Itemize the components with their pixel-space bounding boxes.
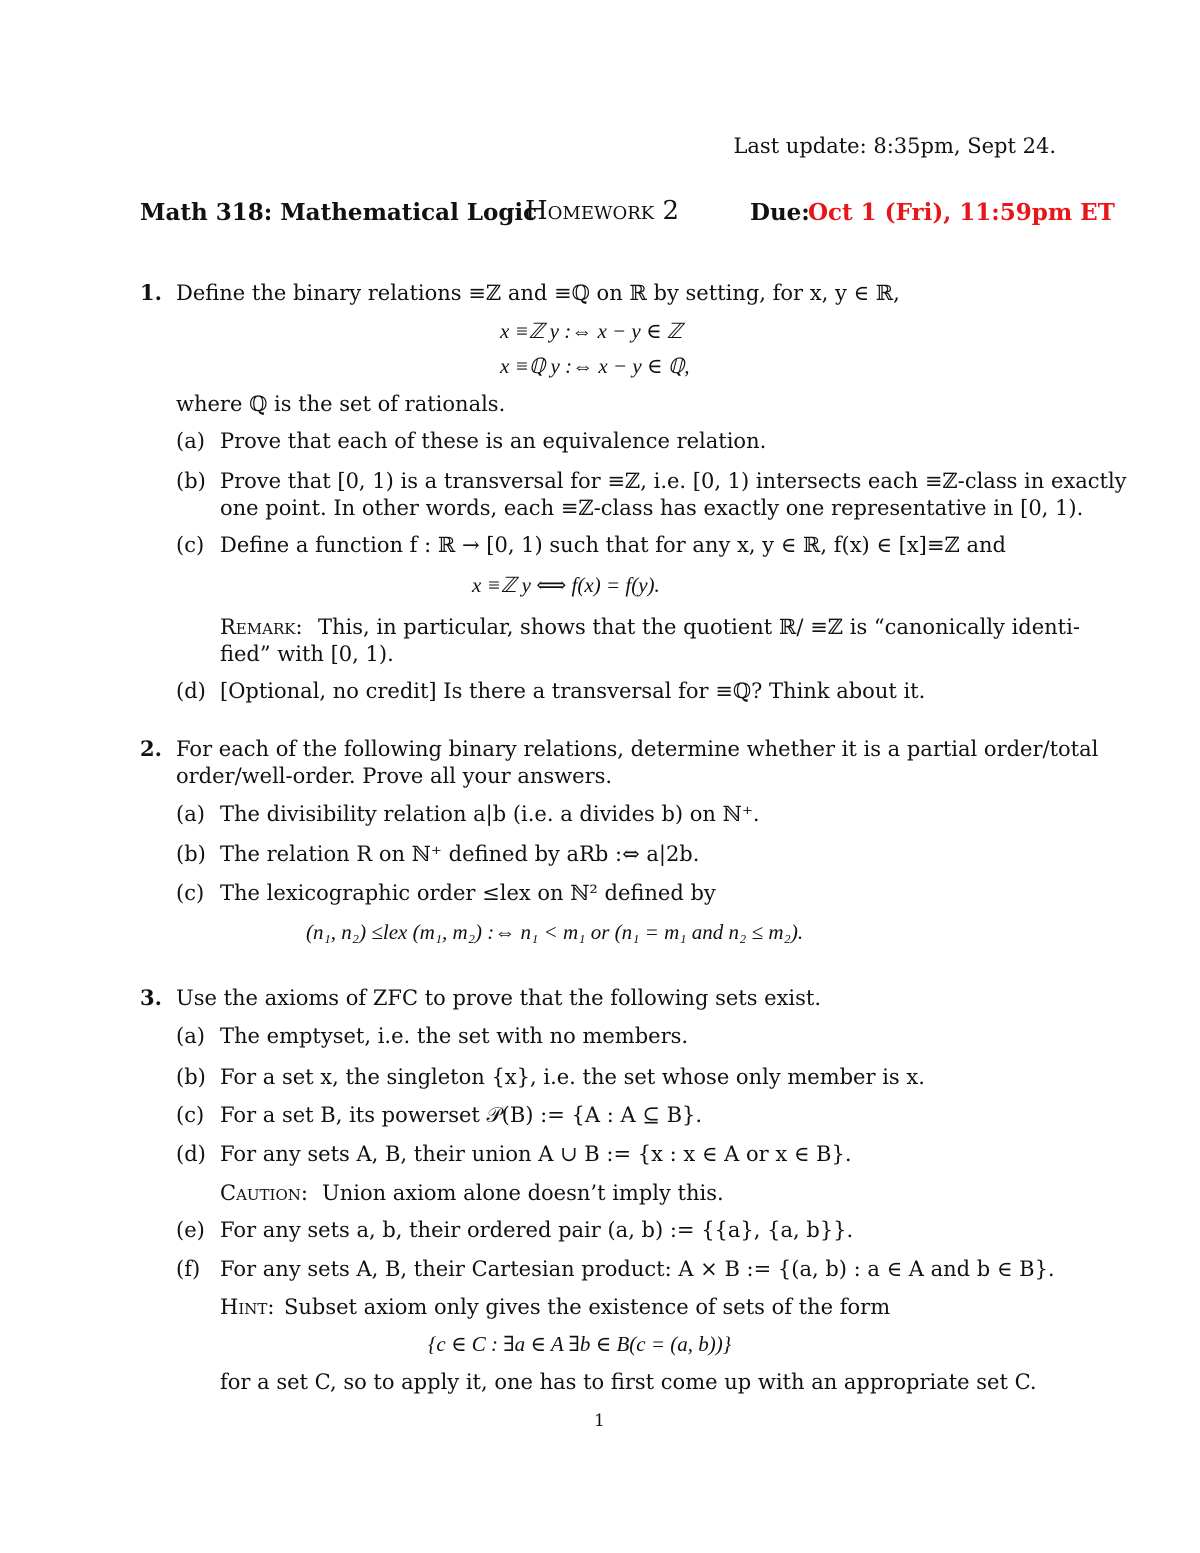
problem-3-hint-text: Subset axiom only gives the existence of sets of the form xyxy=(284,1295,891,1319)
last-update: Last update: 8:35pm, Sept 24. xyxy=(733,134,1056,158)
problem-3-part-a-text: The emptyset, i.e. the set with no members. xyxy=(220,1024,689,1048)
problem-3-intro: Use the axioms of ZFC to prove that the following sets exist. xyxy=(176,986,822,1010)
problem-3-part-c-label: (c) xyxy=(176,1103,205,1127)
due-label: Due: xyxy=(750,199,810,226)
due-date: Oct 1 (Fri), 11:59pm ET xyxy=(808,199,1115,226)
problem-1-equation-2: x ≡ℚ y :⇔ x − y ∈ ℚ, xyxy=(500,354,690,378)
problem-1-part-a-label: (a) xyxy=(176,429,205,453)
problem-2-part-c-display: (n₁, n₂) ≤lex (m₁, m₂) :⇔ n₁ < m₁ or (n₁ = m₁ and n₂ ≤ m₂). xyxy=(306,920,804,944)
problem-3-part-e-label: (e) xyxy=(176,1218,205,1242)
problem-3-part-c-text: For a set B, its powerset 𝒫(B) := {A : A ⊆ B}. xyxy=(220,1103,703,1127)
problem-1-number: 1. xyxy=(140,280,162,305)
problem-1-part-c-label: (c) xyxy=(176,533,205,557)
homework-title: Homework 2 xyxy=(525,196,680,226)
problem-1-after: where ℚ is the set of rationals. xyxy=(176,392,506,416)
problem-3-part-b-text: For a set x, the singleton {x}, i.e. the set whose only member is x. xyxy=(220,1065,925,1089)
problem-2-part-b-text: The relation R on ℕ⁺ defined by aRb :⇔ a|2b. xyxy=(220,842,700,866)
problem-3-part-d-label: (d) xyxy=(176,1142,206,1166)
problem-2-part-b-label: (b) xyxy=(176,842,206,866)
problem-1-part-a-text: Prove that each of these is an equivalence relation. xyxy=(220,429,767,453)
problem-3-part-b-label: (b) xyxy=(176,1065,206,1089)
problem-2-part-c-text: The lexicographic order ≤lex on ℕ² defined by xyxy=(220,881,716,905)
problem-2-number: 2. xyxy=(140,736,162,761)
problem-2-part-c-label: (c) xyxy=(176,881,205,905)
problem-1-remark-line-2: fied” with [0, 1). xyxy=(220,642,394,666)
problem-3-part-f-after: for a set C, so to apply it, one has to first come up with an appropriate set C. xyxy=(220,1370,1037,1394)
problem-3-part-d-text: For any sets A, B, their union A ∪ B := {x : x ∈ A or x ∈ B}. xyxy=(220,1142,852,1166)
problem-1-part-d-label: (d) xyxy=(176,679,206,703)
problem-1-intro: Define the binary relations ≡ℤ and ≡ℚ on ℝ by setting, for x, y ∈ ℝ, xyxy=(176,281,900,305)
problem-1-part-d-text: [Optional, no credit] Is there a transversal for ≡ℚ? Think about it. xyxy=(220,679,926,703)
problem-1-part-c-text: Define a function f : ℝ → [0, 1) such that for any x, y ∈ ℝ, f(x) ∈ [x]≡ℤ and xyxy=(220,533,1006,557)
problem-3-caution-label: Caution: xyxy=(220,1181,308,1205)
problem-3-part-e-text: For any sets a, b, their ordered pair (a, b) := {{a}, {a, b}}. xyxy=(220,1218,854,1242)
course-title: Math 318: Mathematical Logic xyxy=(140,199,538,226)
problem-2-part-a-label: (a) xyxy=(176,802,205,826)
problem-3-part-f-label: (f) xyxy=(176,1257,201,1281)
problem-2-part-a-text: The divisibility relation a|b (i.e. a divides b) on ℕ⁺. xyxy=(220,802,760,826)
problem-2-intro-line-2: order/well-order. Prove all your answers. xyxy=(176,764,613,788)
problem-1-part-b-line-2: one point. In other words, each ≡ℤ-class has exactly one representative in [0, 1). xyxy=(220,496,1084,520)
problem-1-part-b-line-1: Prove that [0, 1) is a transversal for ≡ℤ, i.e. [0, 1) intersects each ≡ℤ-class in exactly xyxy=(220,469,1127,493)
problem-3-part-f-text: For any sets A, B, their Cartesian product: A × B := {(a, b) : a ∈ A and b ∈ B}. xyxy=(220,1257,1055,1281)
problem-1-equation-1: x ≡ℤ y :⇔ x − y ∈ ℤ xyxy=(500,319,683,343)
problem-1-remark-line-1: This, in particular, shows that the quotient ℝ/ ≡ℤ is “canonically identi- xyxy=(318,615,1080,639)
problem-3-number: 3. xyxy=(140,985,162,1010)
problem-1-remark-label: Remark: xyxy=(220,615,303,639)
problem-3-part-f-display: {c ∈ C : ∃a ∈ A ∃b ∈ B(c = (a, b))} xyxy=(428,1332,732,1356)
problem-3-part-a-label: (a) xyxy=(176,1024,205,1048)
problem-3-hint-label: Hint: xyxy=(220,1295,275,1319)
problem-2-intro-line-1: For each of the following binary relations, determine whether it is a partial order/total xyxy=(176,737,1099,761)
page-number: 1 xyxy=(594,1411,605,1431)
problem-1-part-b-label: (b) xyxy=(176,469,206,493)
problem-3-caution-text: Union axiom alone doesn’t imply this. xyxy=(322,1181,724,1205)
problem-1-part-c-display: x ≡ℤ y ⟺ f(x) = f(y). xyxy=(472,573,660,597)
